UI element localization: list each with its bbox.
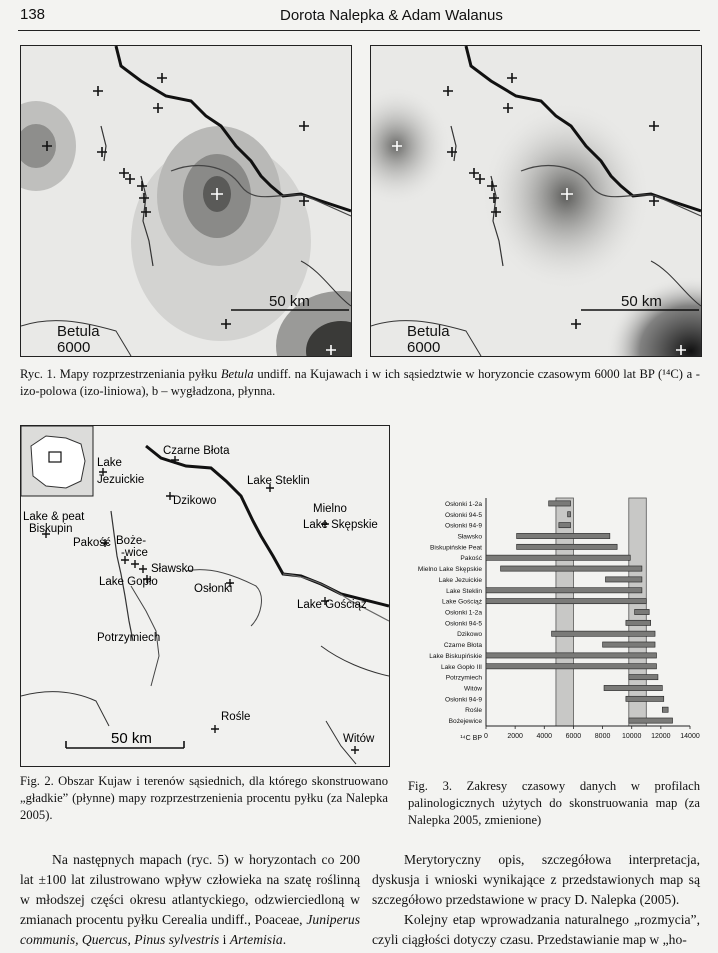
range-bar — [486, 588, 642, 593]
map-taxon-label: Betula — [407, 323, 450, 340]
label-witow: Witów — [343, 733, 375, 745]
category-label: Sławsko — [457, 533, 482, 541]
map-1b-svg — [371, 46, 701, 356]
range-bar — [626, 620, 651, 625]
right-column-paragraph-1: Merytoryczny opis, szczegółowa interpretacja, dyskusja i wnioski wynikające z przedstawionych map są szczegółowo przedstawione w pracy D. Nalepka (2005). — [372, 852, 700, 907]
paragraph-text: Na następnych mapach (ryc. 5) w horyzontach co 200 lat ±100 lat zilustrowano wpływ człowieka na szatę roślinną w młodszej części okresu atlantyckiego, odzwierciedloną w zmianach procentu pyłku Cerealia undiff., Poaceae, — [20, 852, 360, 927]
figure-1-caption — [20, 366, 700, 400]
paragraph-taxa: Juniperus communis, Quercus, Pinus sylvestris — [20, 912, 360, 947]
caption-text-end: undiff. na Kujawach i w ich sąsiedztwie w horyzoncie czasowym 6000 lat BP (¹⁴C) a - izo-polowa (izo-liniowa), b – wygładzona, płynna. — [20, 367, 701, 398]
x-tick-label: 4000 — [536, 733, 553, 740]
range-bar — [549, 501, 571, 506]
boundary-line — [321, 646, 389, 676]
category-label: Lake Steklin — [446, 587, 482, 595]
category-label: Witów — [464, 685, 482, 693]
category-label: Czarne Błota — [443, 642, 482, 650]
vistula-river — [283, 574, 389, 621]
figure-2-region-map — [20, 425, 390, 767]
label-potrzymiech: Potrzymiech — [97, 632, 161, 644]
page-number: 138 — [20, 6, 46, 23]
category-label: Biskupińskie Peat — [429, 544, 482, 552]
map-age-label: 6000 — [407, 339, 441, 356]
category-label: Bożejewice — [448, 718, 482, 726]
header-rule — [18, 30, 700, 31]
scale-label: 50 km — [269, 293, 310, 310]
range-bar — [604, 685, 662, 690]
range-bar — [486, 555, 630, 560]
figure-1b-smooth-map — [370, 45, 702, 357]
label-lake-goplo: Lake Gopło — [99, 576, 158, 588]
category-label: Osłonki 1-2a — [444, 500, 482, 508]
label-pakosc: Pakość — [73, 537, 111, 549]
label-oslonki: Osłonki — [194, 583, 233, 595]
category-label: Potrzymiech — [445, 674, 482, 682]
paragraph-end: . — [282, 932, 287, 947]
map-2-svg — [21, 426, 389, 766]
label-lake-jezuickie: Lake — [97, 457, 122, 469]
category-label: Osłonki 94-5 — [444, 620, 482, 628]
category-label: Osłonki 1-2a — [444, 609, 482, 617]
paragraph-conjunction: i — [219, 932, 230, 947]
category-label: Dzikowo — [457, 631, 482, 639]
label-bozejewice: Boże- — [116, 535, 147, 547]
range-bar — [517, 533, 610, 538]
category-label: Lake Gopło III — [440, 663, 482, 671]
scale-label: 50 km — [621, 293, 662, 310]
label-rosle: Rośle — [221, 711, 251, 723]
figure-3-chart — [408, 492, 700, 754]
label-czarne-blota: Czarne Błota — [163, 445, 230, 457]
scale-label: 50 km — [111, 730, 152, 747]
time-horizon-band — [556, 498, 573, 726]
smooth-zone-se — [606, 276, 701, 356]
chart-3-svg — [408, 492, 700, 754]
caption-text: Ryc. 1. Mapy rozprzestrzeniania pyłku — [20, 367, 221, 381]
range-bar — [501, 566, 642, 571]
range-bar — [605, 577, 641, 582]
x-axis-label: ¹⁴C BP — [460, 735, 482, 742]
label-lake-steklin: Lake Steklin — [247, 475, 310, 487]
running-title: Dorota Nalepka & Adam Walanus — [280, 7, 503, 24]
boundary-line — [21, 692, 109, 726]
label-lake-peat: Lake & peat — [23, 511, 85, 523]
category-label: Lake Gościąż — [442, 598, 482, 606]
paragraph-taxon: Artemisia — [229, 932, 283, 947]
label-jezuickie: Jezuickie — [97, 474, 145, 486]
range-bar — [603, 642, 655, 647]
left-column-paragraph — [20, 850, 360, 950]
map-age-label: 6000 — [57, 339, 91, 356]
x-tick-label: 8000 — [594, 733, 611, 740]
category-label: Osłonki 94-5 — [444, 511, 482, 519]
label-slawsko: Sławsko — [151, 563, 194, 575]
range-bar — [559, 523, 571, 528]
x-tick-label: 14000 — [680, 733, 700, 740]
label-wice: -wice — [121, 547, 148, 559]
figure-1a-isopoll-map — [20, 45, 352, 357]
page-header — [0, 0, 718, 34]
range-bar — [486, 653, 656, 658]
range-bar — [517, 544, 618, 549]
range-bar — [486, 664, 656, 669]
category-label: Osłonki 94-9 — [444, 696, 482, 704]
river — [186, 570, 261, 626]
range-bar — [662, 707, 668, 712]
x-tick-label: 2000 — [507, 733, 523, 740]
label-lake-gosciaz: Lake Gościąż — [297, 599, 367, 611]
range-bar — [635, 609, 650, 614]
figure-3-caption: Fig. 3. Zakresy czasowy danych w profilach palinologicznych użytych do skonstruowania map (za Nalepka 2005, zmienione) — [408, 779, 700, 827]
label-dzikowo: Dzikowo — [173, 495, 217, 507]
range-bar — [486, 599, 646, 604]
x-tick-label: 12000 — [651, 733, 671, 740]
label-biskupin: Biskupin — [29, 523, 73, 535]
smooth-zone-west — [371, 86, 451, 206]
x-tick-label: 6000 — [565, 733, 582, 740]
label-mielno: Mielno — [313, 503, 347, 515]
range-bar — [568, 512, 571, 517]
label-lake-skepskie: Lake Skępskie — [303, 519, 378, 531]
caption-taxon: Betula — [220, 367, 254, 381]
category-label: Lake Jezuickie — [438, 576, 482, 584]
right-column-paragraph-2: Kolejny etap wprowadzania naturalnego „rozmycia”, czyli ciągłości dotyczy czasu. Przedstawianie map w „ho- — [372, 912, 700, 947]
range-bar — [629, 675, 658, 680]
category-label: Mielno Lake Skępskie — [417, 566, 482, 574]
x-tick-label: 10000 — [621, 733, 642, 740]
range-bar — [552, 631, 655, 636]
category-label: Rośle — [465, 707, 482, 715]
range-bar — [629, 718, 673, 723]
map-1a-svg — [21, 46, 351, 356]
figure-2-caption: Fig. 2. Obszar Kujaw i terenów sąsiednich, dla którego skonstruowano „gładkie” (płynne) mapy rozprzestrzenienia procentu pyłku (za Nalepka 2005). — [20, 774, 388, 822]
range-bar — [626, 696, 664, 701]
map-taxon-label: Betula — [57, 323, 100, 340]
category-label: Osłonki 94-9 — [444, 522, 482, 530]
category-label: Pakość — [460, 555, 482, 563]
category-label: Lake Biskupińskie — [429, 652, 482, 660]
x-tick-label: 0 — [484, 733, 488, 740]
